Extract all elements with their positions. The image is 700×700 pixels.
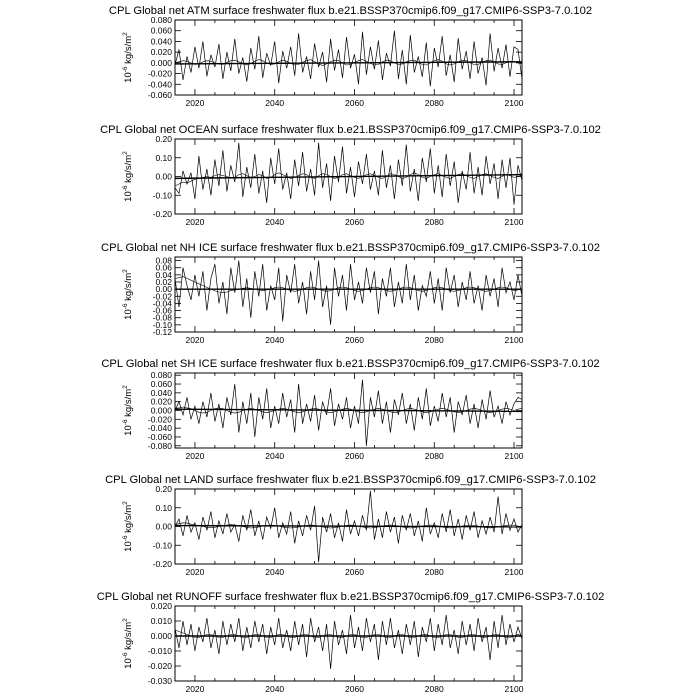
- y-axis-label-part: kg/s/m: [123, 621, 134, 653]
- y-axis-label: [122, 269, 134, 320]
- y-tick-label: -0.08: [152, 312, 172, 323]
- y-axis-label-part: 2: [122, 501, 129, 505]
- x-tick-label: 2100: [504, 335, 524, 345]
- y-tick-label: -0.020: [147, 414, 172, 425]
- x-tick-label: 2080: [424, 684, 444, 694]
- x-tick-label: 2060: [345, 217, 364, 227]
- series-group: [175, 31, 522, 87]
- panel-3: [101, 242, 600, 345]
- x-tick-label: 2060: [345, 451, 364, 461]
- x-tick-label: 2100: [504, 684, 524, 694]
- panel-2: [100, 124, 601, 227]
- x-tick-label: 2100: [504, 451, 524, 461]
- y-axis-label-part: 2: [122, 32, 129, 36]
- y-tick-label: -0.080: [147, 440, 172, 451]
- plot-frame: [175, 257, 522, 332]
- panel-4: [101, 358, 599, 461]
- panel-title: CPL Global net SH ICE surface freshwater flux b.e21.BSSP370cmip6.f09_g17.CMIP6-SSP3-7.0.102: [101, 358, 600, 370]
- y-tick-label: 0.02: [155, 277, 172, 287]
- y-axis-label-part: 2: [122, 385, 129, 389]
- x-tick-label: 2020: [185, 335, 205, 345]
- panel-title: CPL Global net ATM surface freshwater flux b.e21.BSSP370cmip6.f09_g17.CMIP6-SSP3-7.0.102: [108, 5, 593, 17]
- y-axis-label-part: 10: [123, 309, 134, 320]
- x-tick-label: 2020: [185, 217, 205, 227]
- x-tick-label: 2020: [185, 684, 205, 694]
- y-tick-label: 0.060: [150, 25, 172, 36]
- x-tick-label: 2020: [185, 567, 205, 577]
- y-axis-label: [122, 32, 134, 83]
- y-axis-label-part: -6: [122, 303, 129, 310]
- y-tick-label: -0.06: [152, 305, 172, 316]
- y-axis-label-part: kg/s/m: [123, 504, 134, 536]
- y-tick-label: -0.20: [152, 209, 172, 219]
- x-tick-label: 2100: [504, 217, 524, 227]
- y-axis-label: [122, 618, 134, 669]
- x-tick-label: 2080: [424, 217, 444, 227]
- y-axis-label-part: 10: [123, 658, 134, 669]
- panel-5: [105, 474, 596, 577]
- x-tick-label: 2040: [265, 451, 285, 461]
- trend-line: [175, 526, 522, 527]
- y-tick-label: 0.000: [150, 631, 172, 641]
- y-axis-label-part: 10: [123, 425, 134, 436]
- series-annual: [175, 261, 522, 325]
- y-tick-label: -0.12: [152, 327, 172, 337]
- x-tick-label: 2020: [185, 98, 205, 108]
- panel-title: CPL Global net LAND surface freshwater flux b.e21.BSSP370cmip6.f09_g17.CMIP6-SSP3-7.0.102: [105, 474, 596, 486]
- y-axis-label-part: 2: [122, 269, 129, 273]
- y-tick-label: 0.020: [150, 47, 172, 58]
- y-axis-label-part: -6: [122, 652, 129, 659]
- panel-title: CPL Global net RUNOFF surface freshwater flux b.e21.BSSP370cmip6.f09_g17.CMIP6-SSP3-7.0.102: [96, 591, 605, 603]
- y-axis-label-part: -6: [122, 66, 129, 73]
- x-tick-label: 2040: [265, 217, 285, 227]
- y-tick-label: 0.20: [155, 134, 172, 144]
- x-tick-label: 2060: [345, 98, 364, 108]
- x-tick-label: 2100: [504, 98, 524, 108]
- y-tick-label: -0.010: [147, 646, 172, 656]
- y-tick-label: 0.020: [150, 601, 172, 611]
- y-tick-label: -0.040: [147, 79, 172, 90]
- y-axis-label: [122, 385, 134, 436]
- x-tick-label: 2040: [265, 98, 285, 108]
- y-axis-label-part: kg/s/m: [123, 154, 134, 186]
- x-tick-label: 2020: [185, 451, 205, 461]
- x-tick-label: 2060: [345, 335, 364, 345]
- y-tick-label: -0.04: [152, 298, 172, 309]
- y-tick-label: 0.10: [155, 152, 172, 163]
- x-tick-label: 2040: [265, 567, 285, 577]
- y-axis-label-part: 10: [123, 541, 134, 552]
- y-axis-label-part: kg/s/m: [123, 35, 134, 67]
- panel-6: [97, 591, 605, 694]
- y-tick-label: 0.060: [150, 379, 172, 390]
- y-tick-label: 0.040: [150, 36, 172, 47]
- y-tick-label: -0.10: [152, 540, 172, 551]
- y-tick-label: 0.20: [155, 484, 172, 494]
- series-group: [175, 143, 522, 205]
- series-group: [175, 615, 522, 669]
- x-tick-label: 2060: [345, 567, 364, 577]
- series-annual: [175, 380, 522, 446]
- y-tick-label: 0.04: [155, 269, 172, 280]
- y-tick-label: 0.000: [150, 405, 172, 416]
- y-axis-label-part: kg/s/m: [123, 388, 134, 420]
- y-axis-label-part: 10: [123, 72, 134, 83]
- panel-title: CPL Global net NH ICE surface freshwater flux b.e21.BSSP370cmip6.f09_g17.CMIP6-SSP3-7.0.102: [101, 242, 600, 254]
- y-tick-label: 0.10: [155, 502, 172, 513]
- y-tick-label: -0.02: [152, 291, 172, 302]
- y-axis-label-part: kg/s/m: [123, 272, 134, 304]
- y-tick-label: 0.00: [155, 284, 172, 295]
- x-tick-label: 2080: [424, 98, 444, 108]
- y-tick-label: 0.020: [150, 396, 172, 407]
- y-tick-label: 0.00: [155, 171, 172, 182]
- y-tick-label: 0.080: [150, 370, 172, 381]
- series-annual: [175, 143, 522, 205]
- y-tick-label: -0.060: [147, 90, 172, 100]
- y-axis-label: [122, 151, 134, 202]
- x-tick-label: 2080: [424, 335, 444, 345]
- series-annual: [175, 615, 522, 669]
- panel-title: CPL Global net OCEAN surface freshwater flux b.e21.BSSP370cmip6.f09_g17.CMIP6-SSP3-7.0.102: [100, 124, 601, 136]
- series-group: [175, 261, 522, 325]
- x-tick-label: 2040: [265, 335, 285, 345]
- y-tick-label: -0.10: [152, 190, 172, 201]
- y-tick-label: 0.000: [150, 57, 172, 68]
- y-axis-label-part: -6: [122, 185, 129, 192]
- y-tick-label: -0.060: [147, 431, 172, 442]
- y-axis-label-part: 2: [122, 618, 129, 622]
- x-tick-label: 2080: [424, 567, 444, 577]
- y-tick-label: 0.06: [155, 262, 172, 273]
- x-tick-label: 2040: [265, 684, 285, 694]
- y-tick-label: -0.040: [147, 423, 172, 434]
- y-axis-label-part: -6: [122, 419, 129, 426]
- x-tick-label: 2100: [504, 567, 524, 577]
- y-tick-label: 0.040: [150, 387, 172, 398]
- y-axis-label-part: 10: [123, 191, 134, 202]
- y-tick-label: -0.10: [152, 319, 172, 330]
- plot-frame: [175, 20, 522, 95]
- y-axis-label-part: -6: [122, 535, 129, 542]
- y-tick-label: -0.20: [152, 559, 172, 569]
- y-tick-label: -0.030: [147, 676, 172, 686]
- series-annual: [175, 31, 522, 87]
- y-axis-label: [122, 501, 134, 552]
- y-tick-label: 0.010: [150, 616, 172, 626]
- y-tick-label: 0.00: [155, 521, 172, 532]
- y-tick-label: 0.08: [155, 255, 172, 266]
- y-tick-label: 0.080: [150, 15, 172, 25]
- y-axis-label-part: 2: [122, 151, 129, 155]
- x-tick-label: 2080: [424, 451, 444, 461]
- panel-1: [109, 5, 592, 108]
- series-group: [175, 380, 522, 446]
- series-group: [175, 491, 522, 562]
- y-tick-label: -0.020: [147, 68, 172, 79]
- y-tick-label: -0.020: [147, 661, 172, 671]
- x-tick-label: 2060: [345, 684, 364, 694]
